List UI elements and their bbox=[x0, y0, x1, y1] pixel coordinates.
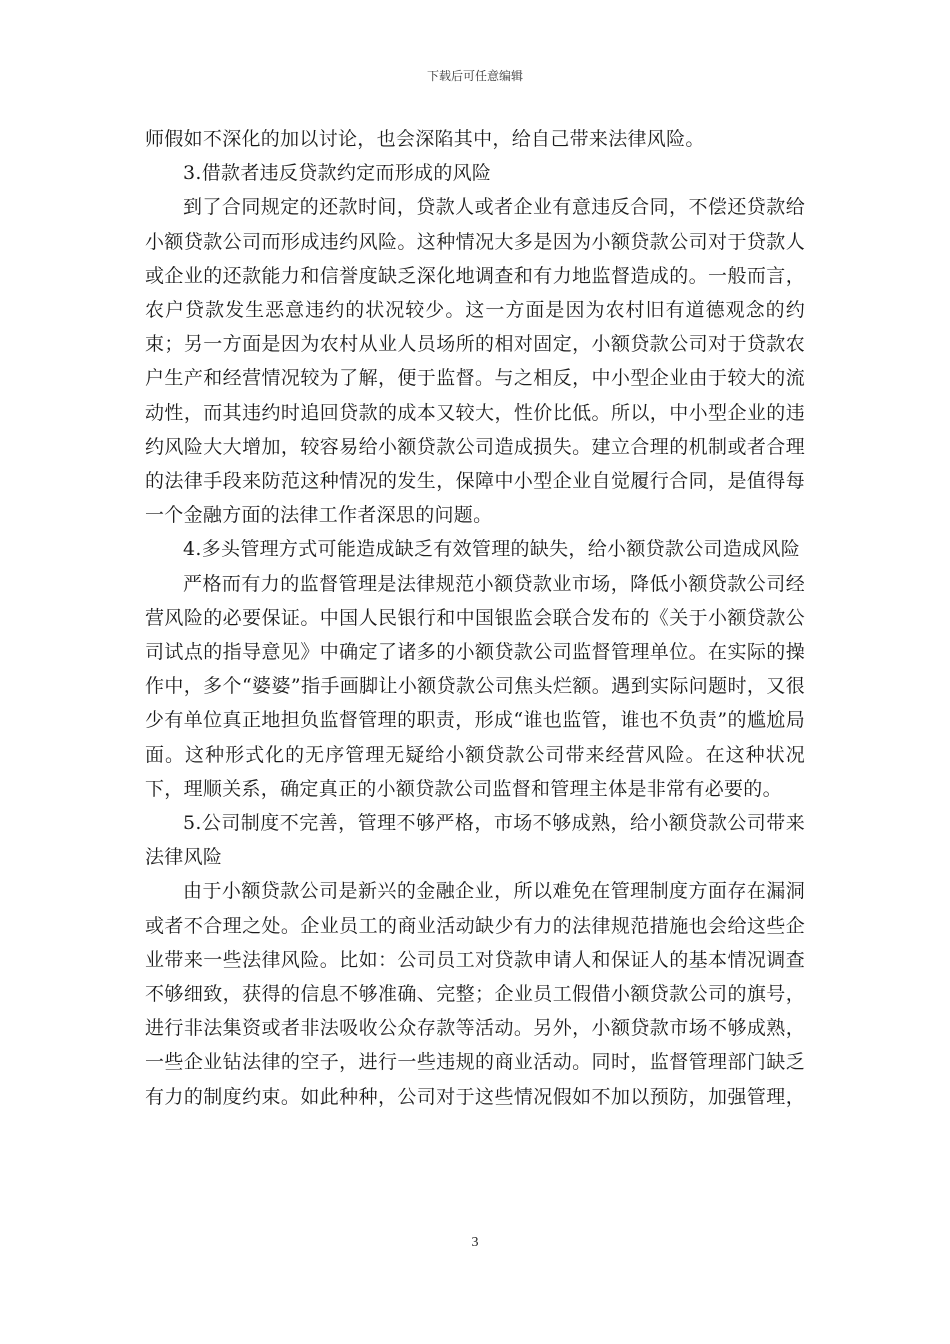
section-heading-3: 3.借款者违反贷款约定而形成的风险 bbox=[183, 162, 492, 185]
document-body bbox=[145, 122, 805, 1114]
section-heading-4: 4.多头管理方式可能造成缺乏有效管理的缺失，给小额贷款公司造成风险 bbox=[183, 538, 801, 561]
paragraph-multi-management: 严格而有力的监督管理是法律规范小额贷款业市场，降低小额贷款公司经营风险的必要保证。中国人民银行和中国银监会联合发布的《关于小额贷款公司试点的指导意见》中确定了诸多的小额贷款公司监督管理单位。在实际的操作中，多个“婆婆”指手画脚让小额贷款公司焦头烂额。遇到实际问题时，又很少有单位真正地担负监督管理的职责，形成“谁也监管，谁也不负责”的尴尬局面。这种形式化的无序管理无疑给小额贷款公司带来经营风险。在这种状况下，理顺关系，确定真正的小额贷款公司监督和管理主体是非常有必要的。 bbox=[145, 572, 805, 800]
page-header: 下载后可任意编辑 bbox=[426, 69, 523, 83]
paragraph-company-system: 由于小额贷款公司是新兴的金融企业，所以难免在管理制度方面存在漏洞或者不合理之处。企业员工的商业活动缺少有力的法律规范措施也会给这些企业带来一些法律风险。比如：公司员工对贷款申请人和保证人的基本情况调查不够细致，获得的信息不够准确、完整；企业员工假借小额贷款公司的旗号，进行非法集资或者非法吸收公众存款等活动。另外，小额贷款市场不够成熟，一些企业钻法律的空子，进行一些违规的商业活动。同时，监督管理部门缺乏有力的制度约束。如此种种，公司对于这些情况假如不加以预防，加强管理， bbox=[145, 880, 805, 1108]
page-number: 3 bbox=[471, 1235, 479, 1250]
section-heading-5: 5.公司制度不完善，管理不够严格，市场不够成熟，给小额贷款公司带来法律风险 bbox=[145, 812, 805, 869]
paragraph-borrower-default: 到了合同规定的还款时间，贷款人或者企业有意违反合同，不偿还贷款给小额贷款公司而形成违约风险。这种情况大多是因为小额贷款公司对于贷款人或企业的还款能力和信誉度缺乏深化地调查和有力地监督造成的。一般而言，农户贷款发生恶意违约的状况较少。这一方面是因为农村旧有道德观念的约束；另一方面是因为农村从业人员场所的相对固定，小额贷款公司对于贷款农户生产和经营情况较为了解，便于监督。与之相反，中小型企业由于较大的流动性，而其违约时追回贷款的成本又较大，性价比低。所以，中小型企业的违约风险大大增加，较容易给小额贷款公司造成损失。建立合理的机制或者合理的法律手段来防范这种情况的发生，保障中小型企业自觉履行合同，是值得每一个金融方面的法律工作者深思的问题。 bbox=[145, 196, 805, 527]
paragraph-continuation: 师假如不深化的加以讨论，也会深陷其中，给自己带来法律风险。 bbox=[145, 128, 705, 150]
